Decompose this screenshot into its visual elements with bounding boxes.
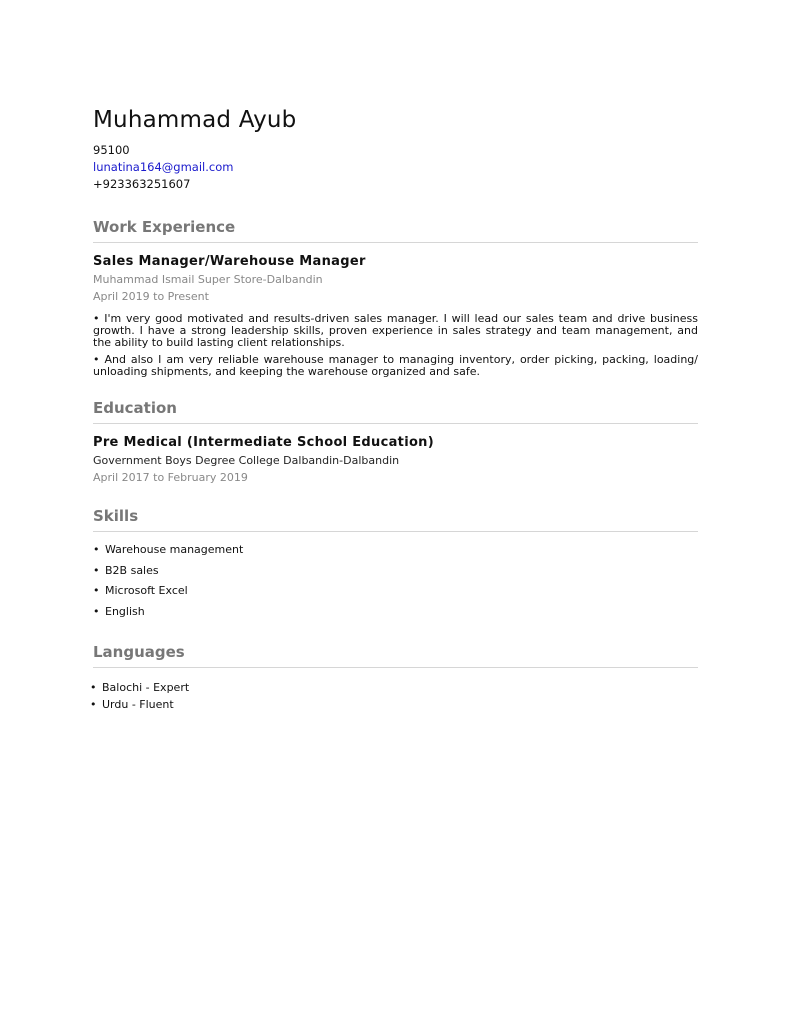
job-bullet: • And also I am very reliable warehouse manager to managing inventory, order picking, packing, loading/ unloading shipments, and keeping the warehouse organized and safe. <box>93 353 698 378</box>
phone-number: +923363251607 <box>93 177 191 191</box>
section-divider <box>93 242 698 243</box>
list-item <box>90 696 698 713</box>
bullet-icon: • <box>93 563 100 577</box>
education-dates: April 2017 to February 2019 <box>93 471 248 484</box>
list-item <box>93 561 698 582</box>
job-bullet: • I'm very good motivated and results-driven sales manager. I will lead our sales team and drive business growth. I have a strong leadership skills, proven experience in sales strategy and team management, and the ability to build lasting client relationships. <box>93 312 698 349</box>
resume-page <box>90 104 698 713</box>
section-title-languages: Languages <box>93 643 185 661</box>
section-divider <box>93 531 698 532</box>
email-link[interactable]: lunatina164@gmail.com <box>93 160 234 174</box>
bullet-icon: • <box>90 681 97 694</box>
languages-section <box>90 642 698 713</box>
section-divider <box>93 667 698 668</box>
job-title: Sales Manager/Warehouse Manager <box>93 254 366 269</box>
job-company: Muhammad Ismail Super Store-Dalbandin <box>93 273 323 286</box>
section-title-skills: Skills <box>93 507 139 525</box>
degree-title: Pre Medical (Intermediate School Education) <box>93 435 434 450</box>
education-section <box>93 398 698 486</box>
list-item <box>93 602 698 623</box>
skills-section <box>93 506 698 622</box>
language-label: Urdu - Fluent <box>102 698 174 711</box>
skills-list <box>93 540 698 622</box>
languages-list <box>90 679 698 713</box>
school-name: Government Boys Degree College Dalbandin-Dalbandin <box>93 454 400 467</box>
list-item <box>93 540 698 561</box>
bullet-icon: • <box>93 543 100 556</box>
bullet-icon: • <box>93 584 100 597</box>
skill-label: B2B sales <box>105 563 159 577</box>
section-divider <box>93 423 698 424</box>
skill-label: Microsoft Excel <box>105 584 188 597</box>
language-label: Balochi - Expert <box>102 681 190 694</box>
postal-code: 95100 <box>93 143 130 157</box>
section-title-education: Education <box>93 399 177 417</box>
skill-label: English <box>105 604 145 618</box>
contact-block <box>93 142 698 193</box>
skill-label: Warehouse management <box>105 543 244 556</box>
work-experience-section <box>93 217 698 378</box>
list-item <box>90 679 698 696</box>
section-title-work: Work Experience <box>93 218 236 236</box>
bullet-icon: • <box>90 698 97 711</box>
bullet-icon: • <box>93 604 100 618</box>
candidate-name: Muhammad Ayub <box>93 107 297 133</box>
list-item <box>93 581 698 602</box>
job-dates: April 2019 to Present <box>93 290 209 303</box>
job-description <box>93 313 698 378</box>
